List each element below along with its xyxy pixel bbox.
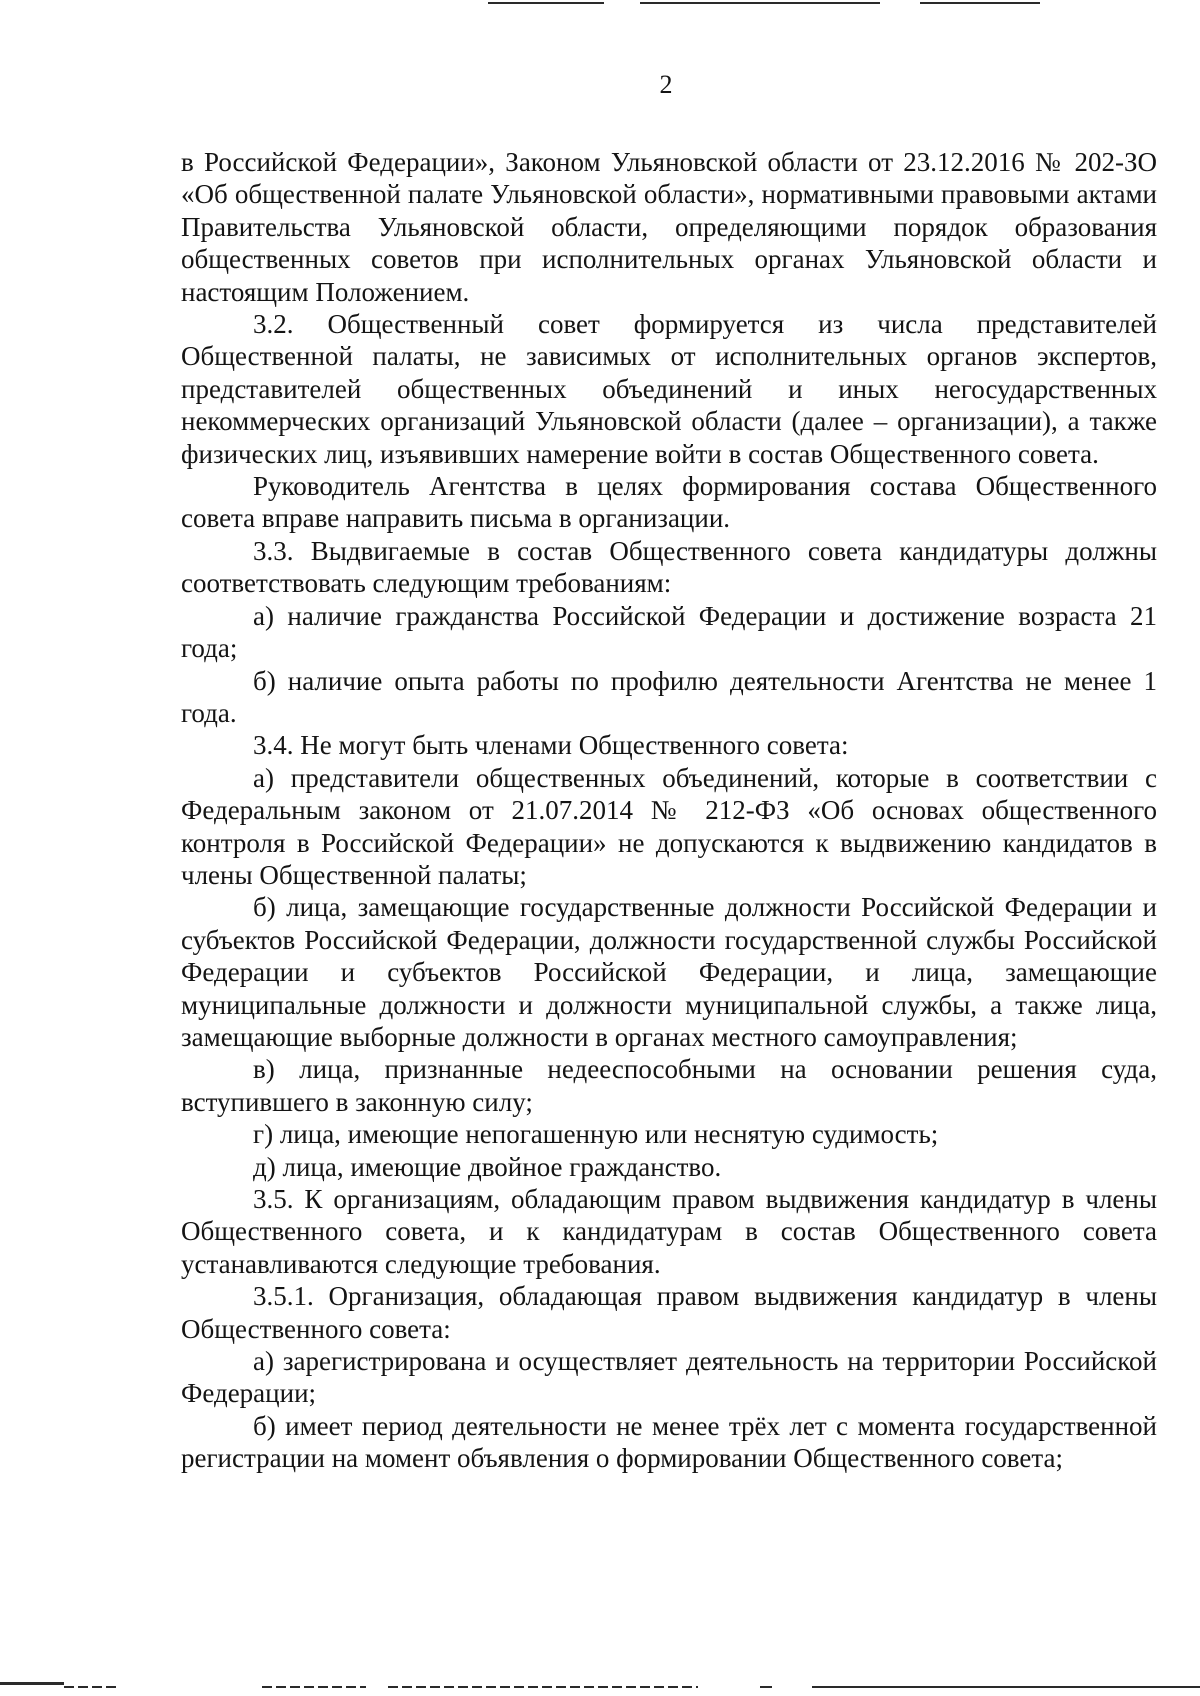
paragraph: Руководитель Агентства в целях формирования состава Общественного совета вправе направить письма в организации.: [181, 471, 1157, 534]
scan-edge-top: [488, 2, 604, 4]
scan-edge-bottom: [262, 1686, 366, 1688]
paragraph: д) лица, имеющие двойное гражданство.: [253, 1151, 722, 1182]
scan-edge-bottom: [388, 1686, 698, 1688]
scan-edge-bottom: [64, 1686, 120, 1688]
paragraph: а) зарегистрирована и осуществляет деятельность на территории Российской Федерации;: [181, 1346, 1157, 1409]
page-number: 2: [659, 70, 673, 99]
paragraph: 3.2. Общественный совет формируется из числа представителей Общественной палаты, не зависимых от исполнительных органов экспертов, представителей общественных объединений и иных негосударственных некоммерческих организаций Ульяновской области (далее – организации), а также физических лиц, изъявивших намерение войти в состав Общественного совета.: [181, 309, 1157, 469]
scan-edge-top: [920, 2, 1040, 4]
paragraph: б) наличие опыта работы по профилю деятельности Агентства не менее 1 года.: [181, 665, 1157, 728]
scan-edge-bottom: [0, 1682, 64, 1685]
paragraph: б) имеет период деятельности не менее трёх лет с момента государственной регистрации на момент объявления о формировании Общественного совета;: [181, 1410, 1157, 1474]
scan-edge-bottom: [760, 1686, 772, 1688]
paragraph: а) представители общественных объединений, которые в соответствии с Федеральным законом от 21.07.2014 № 212-ФЗ «Об основах общественного контроля в Российской Федерации» не допускаются к выдвижению кандидатов в члены Общественной палаты;: [181, 762, 1157, 890]
scan-edge-bottom: [812, 1686, 1200, 1688]
scan-edge-top: [640, 2, 880, 4]
paragraph: 3.4. Не могут быть членами Общественного совета:: [253, 730, 849, 761]
paragraph: в) лица, признанные недееспособными на основании решения суда, вступившего в законную силу;: [181, 1054, 1157, 1117]
paragraph: б) лица, замещающие государственные должности Российской Федерации и субъектов Российской Федерации, должности государственной службы Российской Федерации и субъектов Российской Федерации, и лица, замещающие муниципальные должности и должности муниципальной службы, а также лица, замещающие выборные должности в органах местного самоуправления;: [181, 892, 1157, 1052]
paragraph: 3.5. К организациям, обладающим правом выдвижения кандидатур в члены Общественного совета, и к кандидатурам в состав Общественного совета устанавливаются следующие требования.: [181, 1184, 1157, 1279]
document-body: [181, 146, 1157, 1475]
paragraph: г) лица, имеющие непогашенную или неснятую судимость;: [253, 1119, 939, 1150]
paragraph: в Российской Федерации», Законом Ульяновской области от 23.12.2016 № 202-ЗО «Об общественной палате Ульяновской области», нормативными правовыми актами Правительства Ульяновской области, определяющими порядок образования общественных советов при исполнительных органах Ульяновской области и настоящим Положением.: [181, 147, 1157, 307]
paragraph: 3.3. Выдвигаемые в состав Общественного совета кандидатуры должны соответствовать следующим требованиям:: [181, 535, 1157, 599]
paragraph: 3.5.1. Организация, обладающая правом выдвижения кандидатур в члены Общественного совета:: [181, 1281, 1157, 1344]
paragraph: а) наличие гражданства Российской Федерации и достижение возраста 21 года;: [181, 600, 1157, 664]
